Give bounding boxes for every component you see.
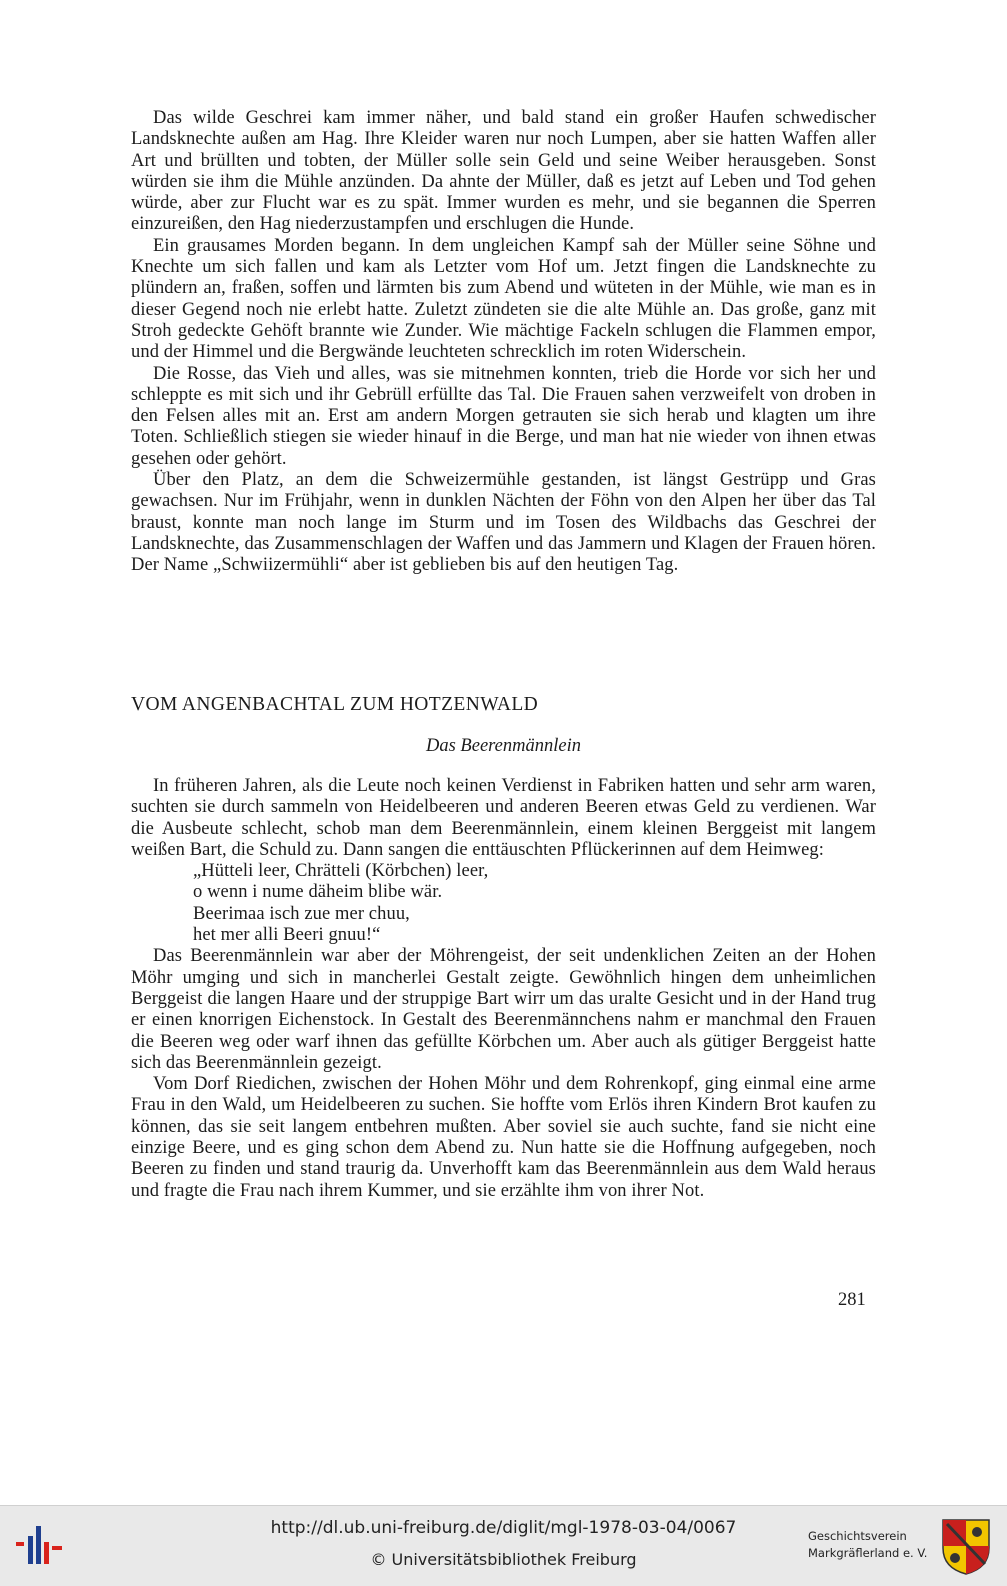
paragraph: Vom Dorf Riedichen, zwischen der Hohen Möhr und dem Rohrenkopf, ging einmal eine arme Frau in den Wald, um Heidelbeeren zu suchen. Sie hoffte vom Erlös ihren Kindern Brot kaufen zu können, das sie seit langem entbehren mußten. Aber soviel sie auch suchte, fand sie nicht eine einzige Beere, und es ging schon dem Abend zu. Nun hatte sie die Hoffnung aufgegeben, noch Beeren zu finden und stand traurig da. Unverhofft kam das Beerenmännlein aus dem Wald heraus und fragte die Frau nach ihrem Kummer, und sie erzählte ihm von ihrer Not. <box>131 1074 876 1201</box>
body-text-top <box>131 108 876 577</box>
source-url-link[interactable]: http://dl.ub.uni-freiburg.de/diglit/mgl-1978-03-04/0067 <box>270 1518 737 1538</box>
coat-of-arms-icon[interactable] <box>941 1518 991 1576</box>
society-name <box>808 1528 927 1562</box>
paragraph: Die Rosse, das Vieh und alles, was sie mitnehmen konnten, trieb die Horde vor sich her und schleppte es mit sich und ihr Gebrüll erfüllte das Tal. Die Frauen sahen verzweifelt von droben in den Felsen alles mit an. Erst am andern Morgen getrauten sie sich herab und klagten um ihre Toten. Schließlich stiegen sie wieder hinauf in die Berge, und man hat nie wieder von ihnen etwas gesehen oder gehört. <box>131 363 876 469</box>
paragraph: Über den Platz, an dem die Schweizermühle gestanden, ist längst Gestrüpp und Gras gewachsen. Nur im Frühjahr, wenn in dunklen Nächten der Föhn von den Alpen her über das Tal braust, konnte man noch lange im Sturm und im Tosen des Wildbachs das Geschrei der Landsknechte, das Zusammenschlagen der Waffen und das Jammern und Klagen der Frauen hören. Der Name „Schwiizermühli“ aber ist geblieben bis auf den heutigen Tag. <box>131 470 876 576</box>
paragraph: Das Beerenmännlein war aber der Möhrengeist, der seit undenklichen Zeiten an der Hohen Möhr umging und sich in mancherlei Gestalt zeigte. Gewöhnlich hingen dem unheimlichen Berggeist die langen Haare und der struppige Bart wirr um das uralte Gesicht und in der Hand trug er einen knorrigen Eichenstock. In Gestalt des Beerenmännchens nahm er manchmal den Frauen die Beeren weg oder warf ihnen das gefüllte Körbchen um. Aber auch als gütiger Berggeist hatte sich das Beerenmännlein gezeigt. <box>131 946 876 1073</box>
society-line: Geschichtsverein <box>808 1529 907 1543</box>
body-text-bottom <box>131 776 876 1202</box>
copyright-notice: © Universitätsbibliothek Freiburg <box>370 1550 637 1569</box>
paragraph: Ein grausames Morden begann. In dem ungleichen Kampf sah der Müller seine Söhne und Knechte um sich fallen und kam als Letzter vom Hof um. Jetzt fingen die Landsknechte zu plündern an, fraßen, soffen und lärmten bis zum Abend und wüteten in der Mühle, wie man es in dieser Gegend noch nie erlebt hatte. Zuletzt zündeten sie die alte Mühle an. Das große, ganz mit Stroh gedeckte Gehöft brannte wie Zunder. Wie mächtige Fackeln schlugen die Flammen empor, und der Himmel und die Bergwände leuchteten schrecklich im roten Widerschein. <box>131 235 876 363</box>
verse-line: het mer alli Beeri gnuu!“ <box>193 925 381 946</box>
verse-line: o wenn i nume däheim blibe wär. <box>193 882 443 903</box>
society-line: Markgräflerland e. V. <box>808 1546 928 1560</box>
page-number: 281 <box>838 1290 866 1310</box>
section-heading: VOM ANGENBACHTAL ZUM HOTZENWALD <box>131 694 539 715</box>
paragraph: In früheren Jahren, als die Leute noch keinen Verdienst in Fabriken hatten und sehr arm waren, suchten sie durch sammeln von Heidelbeeren und anderen Beeren etwas Geld zu verdienen. War die Ausbeute schlecht, schob man dem Beerenmännlein, einem kleinen Berggeist mit langem weißen Bart, die Schuld zu. Dann sangen die enttäuschten Pflückerinnen auf dem Heimweg: <box>131 776 876 860</box>
verse <box>131 861 876 946</box>
verse-line: „Hütteli leer, Chrätteli (Körbchen) leer, <box>193 861 489 882</box>
footer-bar <box>0 1505 1007 1586</box>
verse-line: Beerimaa isch zue mer chuu, <box>193 903 410 924</box>
paragraph: Das wilde Geschrei kam immer näher, und bald stand ein großer Haufen schwedischer Landsknechte außen am Hag. Ihre Kleider waren nur noch Lumpen, aber sie hatten Waffen aller Art und brüllten und tobten, der Müller solle sein Geld und seine Weiber herausgeben. Sonst würden sie ihm die Mühle anzünden. Da ahnte der Müller, daß es jetzt auf Leben und Tod gehen würde, aber zur Flucht war es zu spät. Immer wurden es mehr, und sie begannen die Sperren einzureißen, den Hag niederzustampfen und erschlugen die Hunde. <box>131 108 876 235</box>
story-title: Das Beerenmännlein <box>426 736 581 756</box>
